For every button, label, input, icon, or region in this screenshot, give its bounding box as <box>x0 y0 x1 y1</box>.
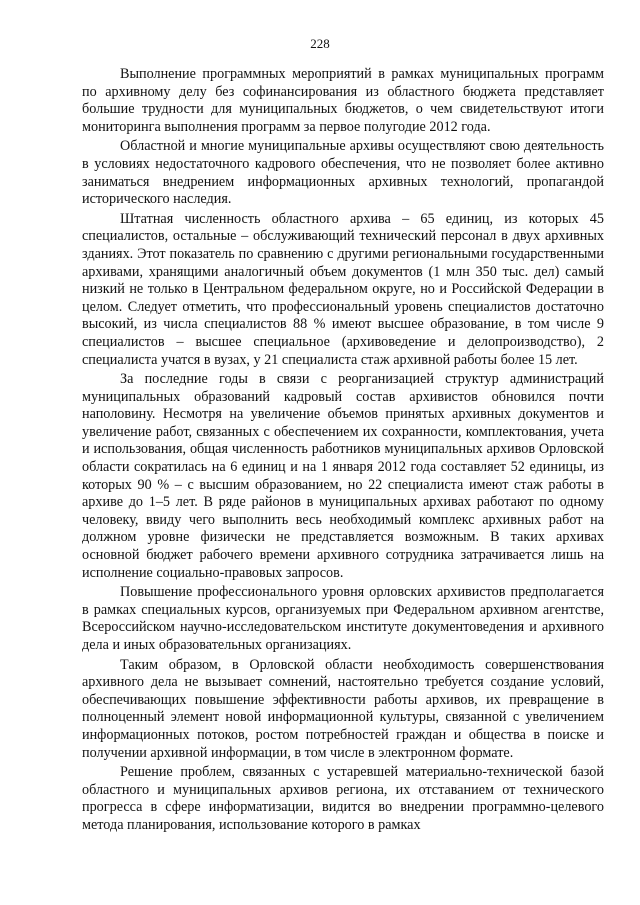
paragraph-professional-training: Повышение профессионального уровня орловских архивистов предполагается в рамках специальных курсов, организуемых при Федеральном архивном агентстве, Всероссийском научно-исследовательском институте документоведения и архивного дела и иных образовательных организациях. <box>82 584 604 653</box>
paragraph-problem-solving: Решение проблем, связанных с устаревшей материально-технической базой областного и муниципальных архивов региона, их отставанием от технического прогресса в сфере информатизации, видится во внедрении программно-целевого метода планирования, использование которого в рамках <box>82 764 604 833</box>
paragraph-municipal-archive-staff: За последние годы в связи с реорганизацией структур администраций муниципальных образований кадровый состав архивистов обновился почти наполовину. Несмотря на увеличение объемов принятых архивных документов и увеличение работ, связанных с обеспечением их сохранности, комплектования, учета и использования, общая численность работников муниципальных архивов Орловской области сократилась на 6 единиц и на 1 января 2012 года составляет 52 единицы, из которых 90 % – с высшим образованием, но 22 специалиста имеют стаж работы в архиве до 1–5 лет. В ряде районов в муниципальных архивах работают по одному человеку, ввиду чего выполнить весь необходимый комплекс архивных работ на должном уровне физически не представляется возможным. В таких архивах основной бюджет рабочего времени архивного сотрудника затрачивается лишь на исполнение социально-правовых запросов. <box>82 371 604 581</box>
page-number: 228 <box>310 36 330 51</box>
paragraph-staffing-shortage: Областной и многие муниципальные архивы осуществляют свою деятельность в условиях недостаточного кадрового обеспечения, что не позволяет более активно заниматься внедрением информационных архивных технологий, пропагандой исторического наследия. <box>82 138 604 208</box>
paragraph-conclusion: Таким образом, в Орловской области необходимость совершенствования архивного дела не вызывает сомнений, настоятельно требуется создание условий, обеспечивающих повышение эффективности работы архивов, их превращение в полноценный элемент новой информационной культуры, связанной с увеличением информационных потоков, ростом потребностей граждан и общества в поиске и получении архивной информации, в том числе в электронном формате. <box>82 656 604 761</box>
paragraph-program-financing: Выполнение программных мероприятий в рамках муниципальных программ по архивному делу без софинансирования из областного бюджета представляет большие трудности для муниципальных бюджетов, о чем свидетельствуют итоги мониторинга выполнения программ за первое полугодие 2012 года. <box>82 66 604 135</box>
paragraph-regional-archive-staff: Штатная численность областного архива – 65 единиц, из которых 45 специалистов, остальные – обслуживающий технический персонал в двух архивных зданиях. Этот показатель по сравнению с другими региональными государственными архивами, хранящими аналогичный объем документов (1 млн 350 тыс. дел) самый низкий не только в Центральном федеральном округе, но и Российской Федерации в целом. Следует отметить, что профессиональный уровень специалистов достаточно высокий, из числа специалистов 88 % имеют высшее образование, в том числе 9 специалистов – высшее специальное (архивоведение и делопроизводство), 2 специалиста учатся в вузах, у 21 специалиста стаж архивной работы более 15 лет. <box>82 210 604 368</box>
body-text <box>82 66 604 837</box>
